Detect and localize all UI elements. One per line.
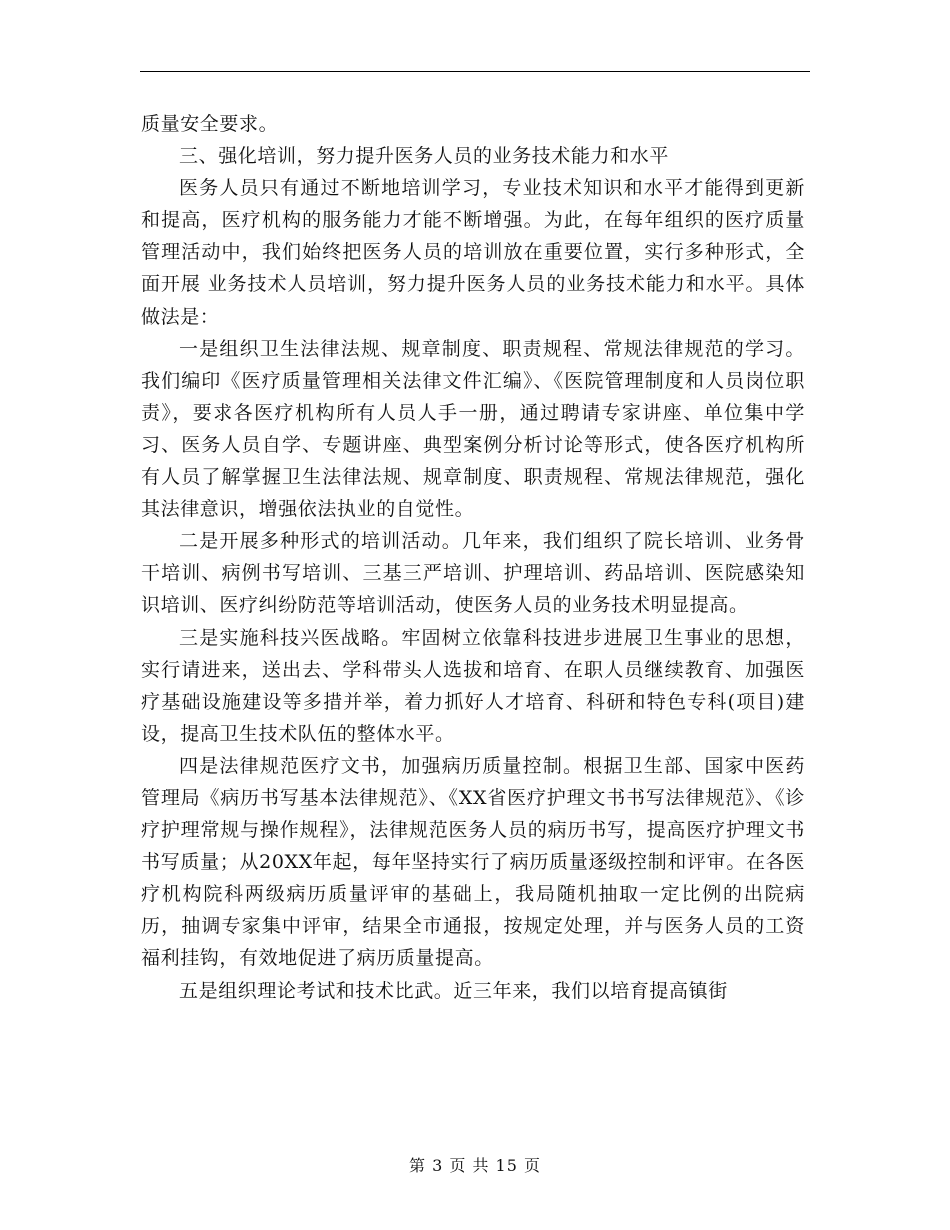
paragraph-6: 三是实施科技兴医战略。牢固树立依靠科技进步进展卫生事业的思想，实行请进来，送出去、学科带头人选拔和培育、在职人员继续教育、加强医疗基础设施建设等多措并举，着力抓好人才培育、科研和特色专科(项目)建设，提高卫生技术队伍的整体水平。: [141, 626, 805, 745]
page-number-footer: 第 3 页 共 15 页: [409, 1156, 541, 1175]
paragraph-1: 质量安全要求。: [141, 113, 279, 135]
paragraph-5: 二是开展多种形式的培训活动。几年来，我们组织了院长培训、业务骨干培训、病例书写培训、三基三严培训、护理培训、药品培训、医院感染知识培训、医疗纠纷防范等培训活动，使医务人员的业务技术明显提高。: [141, 530, 805, 617]
paragraph-3: 医务人员只有通过不断地培训学习，专业技术知识和水平才能得到更新和提高，医疗机构的服务能力才能不断增强。为此，在每年组织的医疗质量管理活动中，我们始终把医务人员的培训放在重要位置，实行多种形式，全面开展 业务技术人员培训，努力提升医务人员的业务技术能力和水平。具体做法是：: [141, 177, 805, 328]
paragraph-7: 四是法律规范医疗文书，加强病历质量控制。根据卫生部、国家中医药管理局《病历书写基本法律规范》、《XX省医疗护理文书书写法律规范》、《诊疗护理常规与操作规程》，法律规范医务人员的病历书写，提高医疗护理文书书写质量；从20XX年起，每年坚持实行了病历质量逐级控制和评审。在各医疗机构院科两级病历质量评审的基础上，我局随机抽取一定比例的出院病历，抽调专家集中评审，结果全市通报，按规定处理，并与医务人员的工资福利挂钩，有效地促进了病历质量提高。: [141, 754, 805, 970]
header-rule: [140, 71, 810, 72]
section-heading: 三、强化培训，努力提升医务人员的业务技术能力和水平: [179, 145, 670, 168]
document-body: [141, 108, 805, 1007]
paragraph-4: 一是组织卫生法律法规、规章制度、职责规程、常规法律规范的学习。我们编印《医疗质量管理相关法律文件汇编》、《医院管理制度和人员岗位职责》，要求各医疗机构所有人员人手一册，通过聘请专家讲座、单位集中学习、医务人员自学、专题讲座、典型案例分析讨论等形式，使各医疗机构所有人员了解掌握卫生法律法规、规章制度、职责规程、常规法律规范，强化其法律意识，增强依法执业的自觉性。: [141, 337, 805, 521]
paragraph-8: 五是组织理论考试和技术比武。近三年来，我们以培育提高镇街: [179, 979, 728, 1002]
